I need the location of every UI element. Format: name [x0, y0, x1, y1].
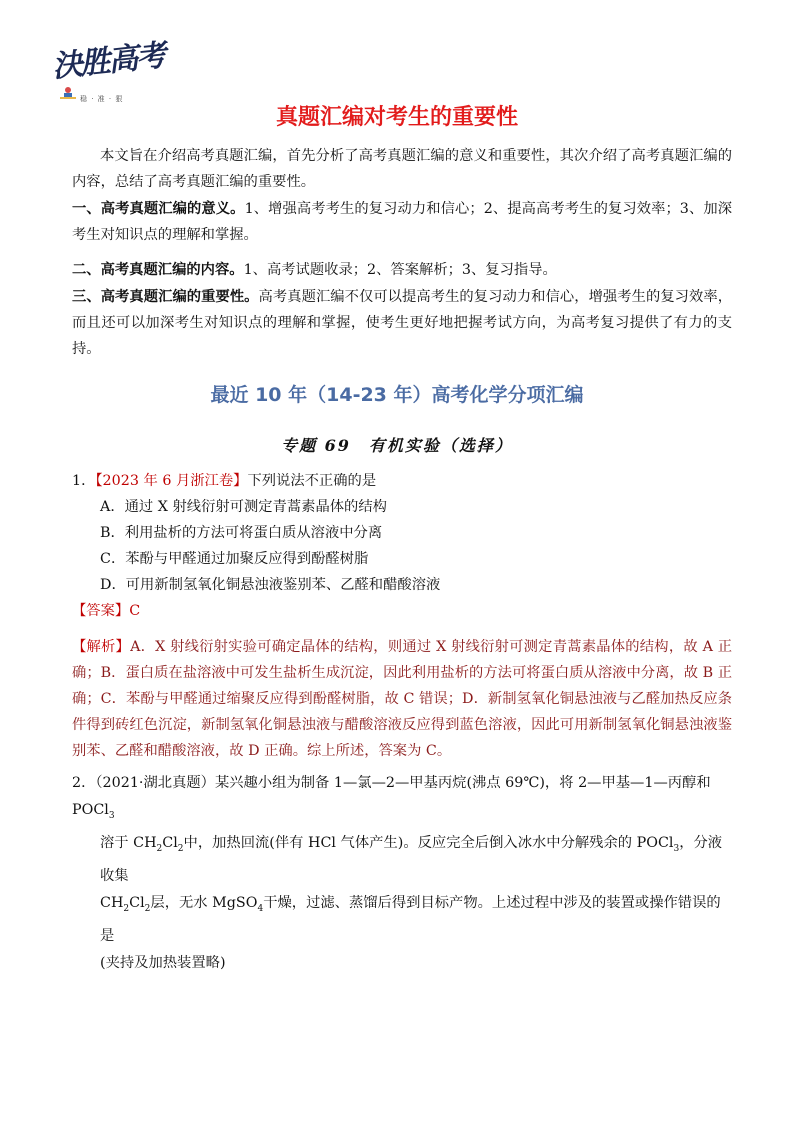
- question-2-line-3: [72, 890, 732, 950]
- question-text: ，分液收集: [100, 834, 723, 884]
- student-figure-icon: [58, 86, 78, 100]
- section-lead: 三、高考真题汇编的重要性。: [72, 289, 259, 305]
- question-source: （2021·湖北真题）: [95, 775, 215, 791]
- option-b: B．利用盐析的方法可将蛋白质从溶液中分离: [100, 525, 383, 541]
- question-text: 层，无水 MgSO: [150, 894, 258, 911]
- section-significance: [72, 196, 732, 248]
- question-2-line-2: [72, 830, 732, 890]
- subscript: 2: [144, 903, 151, 914]
- explanation-label: 【解析】: [72, 639, 131, 655]
- section-lead: 二、高考真题汇编的内容。: [72, 262, 244, 278]
- section-text: 1、高考试题收录；2、答案解析；3、复习指导。: [243, 262, 557, 278]
- subscript: 2: [177, 843, 184, 854]
- topic-title: 专题 69 有机实验（选择）: [281, 436, 513, 455]
- question-2: [72, 770, 732, 977]
- question-text: CH: [100, 894, 124, 911]
- question-text: 中，加热回流(伴有 HCl 气体产生)。反应完全后倒入冰水中分解残余的 POCl: [183, 834, 674, 851]
- explanation-text: A．X 射线衍射实验可确定晶体的结构，则通过 X 射线衍射可测定青蒿素晶体的结构，故 A 正确；B．蛋白质在盐溶液中可发生盐析生成沉淀，因此利用盐析的方法可将蛋白质从溶液中分离，故 B 正确；C．苯酚与甲醛通过缩聚反应得到酚醛树脂，故 C 错误；D．新制氢氧化铜悬浊液与乙醛加热反应条件得到砖红色沉淀，新制氢氧化铜悬浊液与醋酸溶液反应得到蓝色溶液，因此可用新制氢氧化铜悬浊液鉴别苯、乙醛和醋酸溶液，故 D 正确。综上所述，答案为 C。: [72, 639, 733, 759]
- question-text: 某兴趣小组为制备 1—氯—2—甲基丙烷(沸点 69℃)，将 2—甲基—1—丙醇和 POCl: [72, 775, 711, 818]
- question-number: 2．: [72, 775, 96, 791]
- explanation: [72, 634, 732, 764]
- question-text: Cl: [129, 894, 145, 911]
- subscript: 2: [156, 843, 163, 854]
- page-title: 真题汇编对考生的重要性: [275, 105, 518, 130]
- subscript: 4: [257, 903, 264, 914]
- intro-paragraph: 本文旨在介绍高考真题汇编，首先分析了高考真题汇编的意义和重要性，其次介绍了高考真题汇编的内容，总结了高考真题汇编的重要性。: [72, 148, 732, 190]
- question-2-line-4: (夹持及加热装置略): [100, 954, 226, 971]
- question-text: 下列说法不正确的是: [247, 473, 377, 489]
- section-lead: 一、高考真题汇编的意义。: [72, 201, 245, 217]
- question-stem: [72, 468, 732, 494]
- answer-label: 【答案】: [72, 603, 130, 619]
- question-text: Cl: [162, 834, 178, 851]
- logo-text: 決胜高考: [50, 38, 166, 85]
- subscript: 3: [108, 810, 115, 821]
- question-number: 1．: [72, 473, 96, 489]
- question-1: [72, 468, 732, 624]
- question-text: 干燥，过滤、蒸馏后得到目标产物。上述过程中涉及的装置或操作错误的是: [100, 894, 721, 944]
- subscript: 3: [673, 843, 680, 854]
- answer-value: C: [129, 603, 141, 619]
- question-text: 溶于 CH: [100, 834, 157, 851]
- collection-title: 最近 10 年（14-23 年）高考化学分项汇编: [210, 384, 584, 406]
- question-source: 【2023 年 6 月浙江卷】: [95, 473, 248, 489]
- logo-slogan: 稳 · 准 · 狠: [80, 95, 124, 103]
- section-text: 高考真题汇编不仅可以提高考生的复习动力和信心，增强考生的复习效率，而且还可以加深考生对知识点的理解和掌握，使考生更好地把握考试方向，为高考复习提供了有力的支持。: [72, 289, 733, 357]
- question-2-line-1: [72, 770, 732, 830]
- logo: [50, 38, 168, 108]
- section-content: [72, 257, 732, 283]
- option-a: A．通过 X 射线衍射可测定青蒿素晶体的结构: [100, 499, 387, 515]
- subscript: 2: [123, 903, 130, 914]
- section-text: 1、增强高考考生的复习动力和信心；2、提高高考考生的复习效率；3、加深考生对知识点的理解和掌握。: [72, 201, 732, 243]
- option-d: D．可用新制氢氧化铜悬浊液鉴别苯、乙醛和醋酸溶液: [100, 577, 441, 593]
- section-importance: [72, 284, 732, 362]
- option-c: C．苯酚与甲醛通过加聚反应得到酚醛树脂: [100, 551, 369, 567]
- answer-line: [72, 598, 732, 624]
